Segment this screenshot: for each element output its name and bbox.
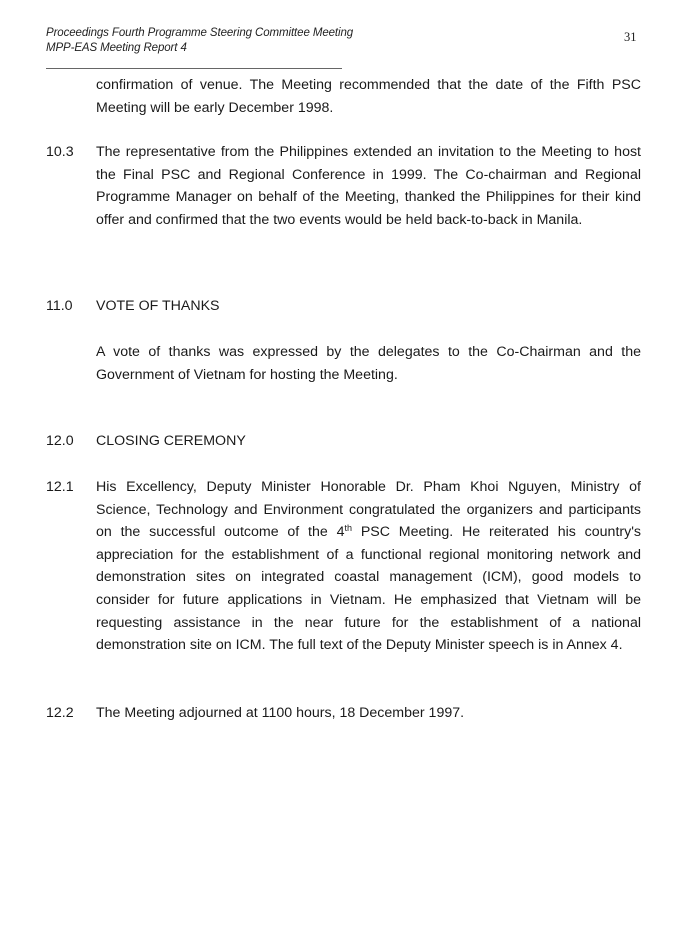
section-number-10-3: 10.3: [46, 144, 74, 160]
header-divider: [46, 68, 342, 69]
section-number-11: 11.0: [46, 298, 73, 314]
section-number-12: 12.0: [46, 433, 74, 449]
section-11-text: A vote of thanks was expressed by the delegates to the Co-Chairman and the Government of Vietnam for hosting the Meeting.: [96, 344, 641, 383]
header-title: Proceedings Fourth Programme Steering Committee Meeting: [46, 27, 354, 39]
ordinal-superscript: th: [344, 523, 352, 534]
section-heading-vote-of-thanks: VOTE OF THANKS: [96, 298, 220, 314]
header-report-name: MPP-EAS Meeting Report 4: [46, 42, 187, 54]
section-number-12-1: 12.1: [46, 479, 74, 495]
section-12-1-text: [96, 476, 641, 657]
section-10-3-text: The representative from the Philippines extended an invitation to the Meeting to host the Final PSC and Regional Conference in 1999. The Co-chairman and Regional Programme Manager on behalf of the Meeting, thanked the Philippines for their kind offer and confirmed that the two events would be held back-to-back in Manila.: [96, 144, 641, 228]
section-12-1-text-part1: His Excellency, Deputy Minister Honorable Dr. Pham Khoi Nguyen, Ministry of Science, Technology and Environment congratulated the organizers and participants on the successful outcome of the 4: [96, 479, 641, 541]
running-header: [46, 26, 353, 56]
section-12-1-text-part2: PSC Meeting. He reiterated his country's appreciation for the establishment of a functional regional monitoring network and demonstration sites on integrated coastal management (ICM), good models to consider for future applications in Vietnam. He emphasized that Vietnam will be requesting assistance in the near future for the establishment of a national demonstration site on ICM. The full text of the Deputy Minister speech is in Annex 4.: [96, 524, 642, 654]
page-number: 31: [624, 30, 637, 44]
section-number-12-2: 12.2: [46, 705, 74, 721]
continued-paragraph: confirmation of venue. The Meeting recommended that the date of the Fifth PSC Meeting will be early December 1998.: [96, 77, 641, 116]
section-heading-closing-ceremony: CLOSING CEREMONY: [96, 433, 246, 449]
section-12-2-text: The Meeting adjourned at 1100 hours, 18 December 1997.: [96, 705, 465, 721]
